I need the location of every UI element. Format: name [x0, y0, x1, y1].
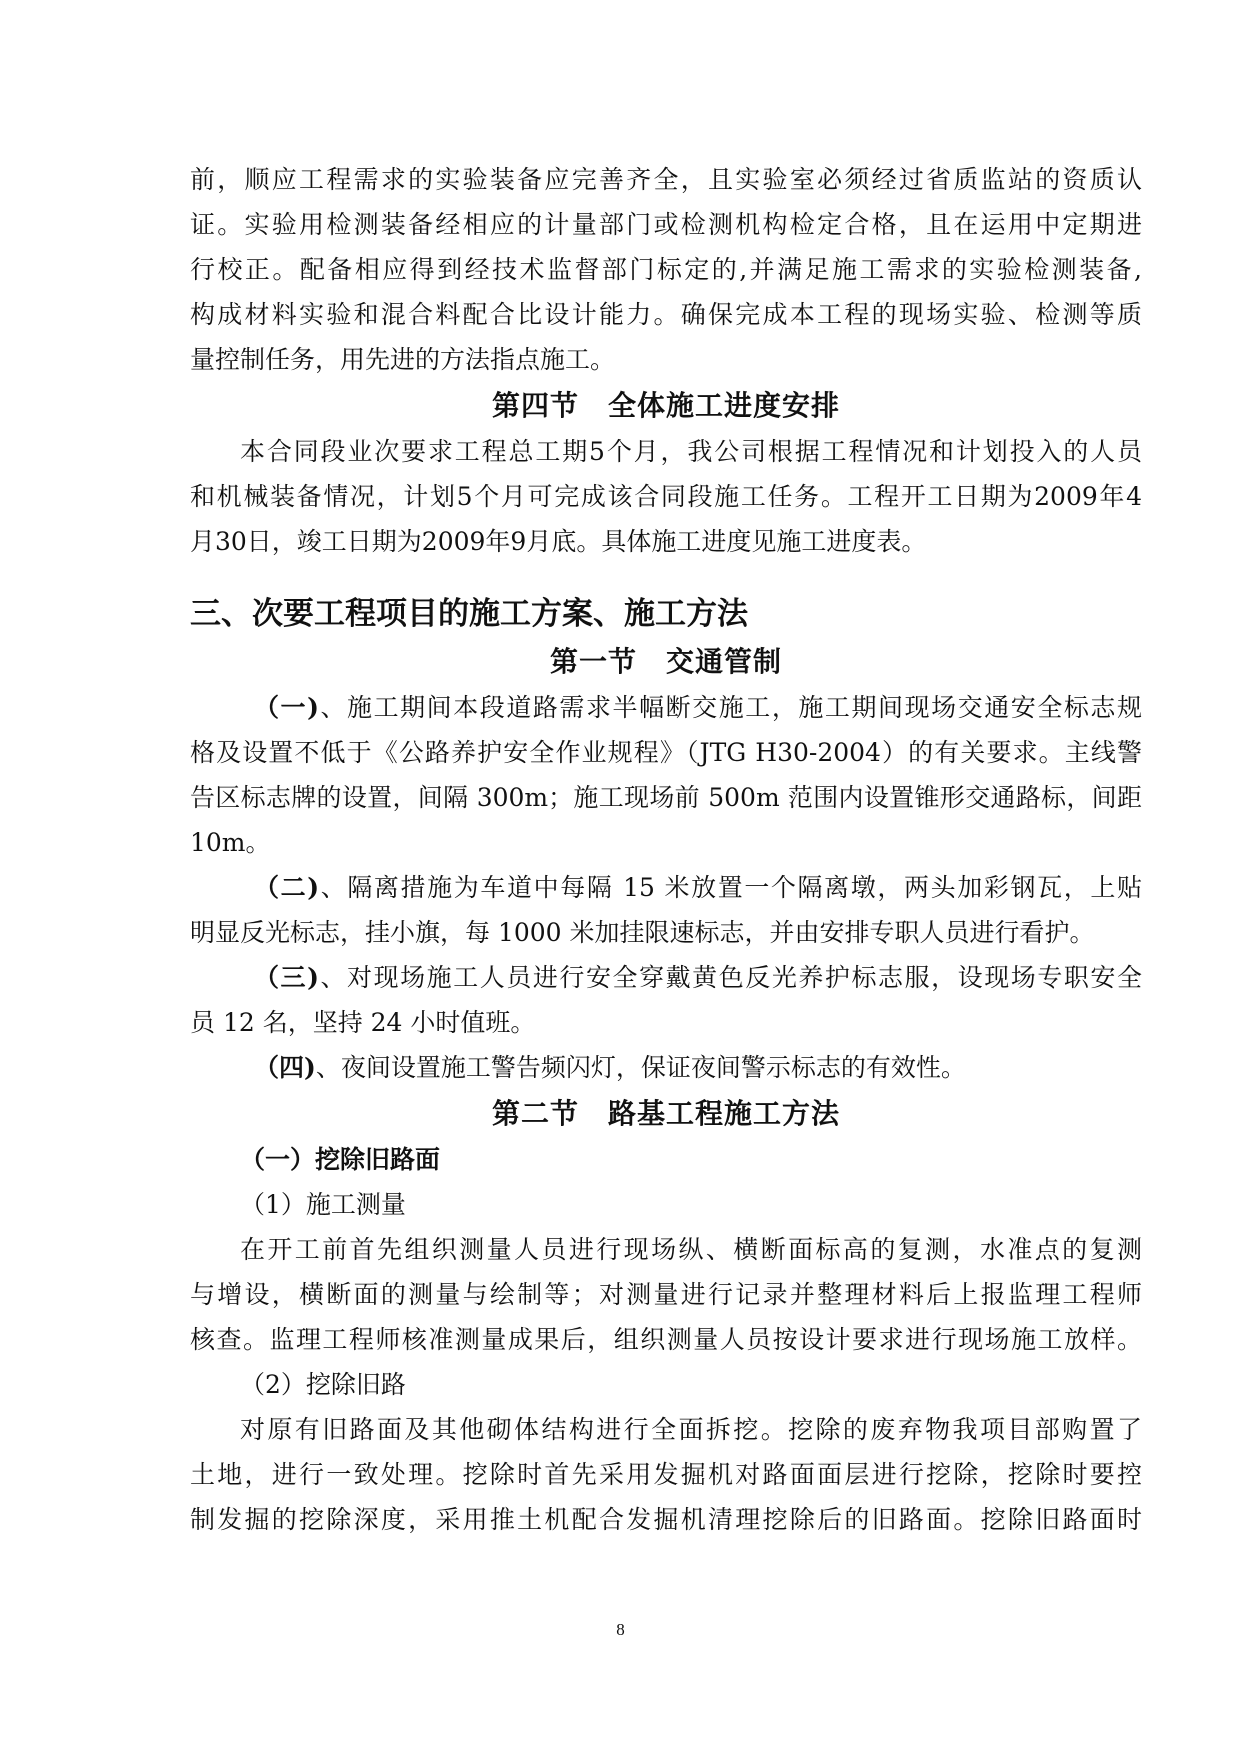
page-number: 8: [616, 1620, 625, 1639]
text-line: 和机械装备情况，计划5个月可完成该合同段施工任务。工程开工日期为2009年4: [190, 482, 1142, 511]
text-line: 明显反光标志，挂小旗，每 1000 米加挂限速标志，并由安排专职人员进行看护。: [190, 918, 1095, 947]
paragraph-lab-equipment: [190, 157, 1142, 382]
item-number: （三): [254, 963, 319, 992]
text-line: 土地，进行一致处理。挖除时首先采用发掘机对路面面层进行挖除，挖除时要控: [190, 1460, 1142, 1489]
text-line: 制发掘的挖除深度，采用推土机配合发掘机清理挖除后的旧路面。挖除旧路面时: [190, 1505, 1142, 1534]
chapter-title: 三、次要工程项目的施工方案、施工方法: [190, 596, 748, 632]
page-content: [190, 157, 1142, 1542]
item-number: （四): [254, 1053, 316, 1082]
item-text: 、对现场施工人员进行安全穿戴黄色反光养护标志服，设现场专职安全: [318, 963, 1142, 992]
paragraph-traffic-1: [190, 685, 1142, 865]
text-line: 员 12 名，坚持 24 小时值班。: [190, 1008, 536, 1037]
paragraph-traffic-4: [190, 1045, 1142, 1090]
text-line: 前，顺应工程需求的实验装备应完善齐全，且实验室必须经过省质监站的资质认: [190, 165, 1142, 194]
text-line: 构成材料实验和混合料配合比设计能力。确保完成本工程的现场实验、检测等质: [190, 300, 1142, 329]
item-text: 、夜间设置施工警告频闪灯，保证夜间警示标志的有效性。: [315, 1053, 966, 1082]
item-text: 、施工期间本段道路需求半幅断交施工，施工期间现场交通安全标志规: [318, 693, 1142, 722]
text-line: 月30日，竣工日期为2009年9月底。具体施工进度见施工进度表。: [190, 527, 927, 556]
item-number: （一): [254, 693, 319, 722]
text-line: 在开工前首先组织测量人员进行现场纵、横断面标高的复测，水准点的复测: [240, 1235, 1142, 1264]
text-line: 告区标志牌的设置，间隔 300m；施工现场前 500m 范围内设置锥形交通路标，间距: [190, 783, 1142, 812]
text-line: [190, 865, 1142, 910]
text-line: 与增设，横断面的测量与绘制等；对测量进行记录并整理材料后上报监理工程师: [190, 1280, 1142, 1309]
item-title-removal: （2）挖除旧路: [240, 1370, 406, 1399]
item-number: （二): [254, 873, 320, 902]
section-title-schedule: 第四节 全体施工进度安排: [491, 389, 840, 422]
text-line: 行校正。配备相应得到经技术监督部门标定的,并满足施工需求的实验检测装备,: [190, 255, 1142, 284]
text-line: 证。实验用检测装备经相应的计量部门或检测机构检定合格，且在运用中定期进: [190, 210, 1142, 239]
paragraph-traffic-2: [190, 865, 1142, 955]
paragraph-survey: [190, 1227, 1142, 1362]
text-line: [190, 1045, 1142, 1090]
text-line: 10m。: [190, 828, 271, 857]
paragraph-schedule: [190, 429, 1142, 564]
paragraph-removal: [190, 1407, 1142, 1542]
text-line: [190, 685, 1142, 730]
paragraph-traffic-3: [190, 955, 1142, 1045]
section-title-traffic: 第一节 交通管制: [549, 645, 782, 678]
section-title-subgrade: 第二节 路基工程施工方法: [491, 1097, 840, 1130]
item-text: 、隔离措施为车道中每隔 15 米放置一个隔离墩，两头加彩钢瓦，上贴: [319, 873, 1142, 902]
text-line: [190, 955, 1142, 1000]
text-line: 本合同段业次要求工程总工期5个月，我公司根据工程情况和计划投入的人员: [240, 437, 1142, 466]
text-line: 对原有旧路面及其他砌体结构进行全面拆挖。挖除的废弃物我项目部购置了: [240, 1415, 1142, 1444]
text-line: 核查。监理工程师核准测量成果后，组织测量人员按设计要求进行现场施工放样。: [190, 1325, 1142, 1354]
text-line: 格及设置不低于《公路养护安全作业规程》（JTG H30-2004）的有关要求。主线警: [190, 738, 1142, 767]
subsection-title: （一）挖除旧路面: [240, 1145, 441, 1174]
text-line: 量控制任务，用先进的方法指点施工。: [190, 345, 616, 374]
item-title-survey: （1）施工测量: [240, 1190, 406, 1219]
